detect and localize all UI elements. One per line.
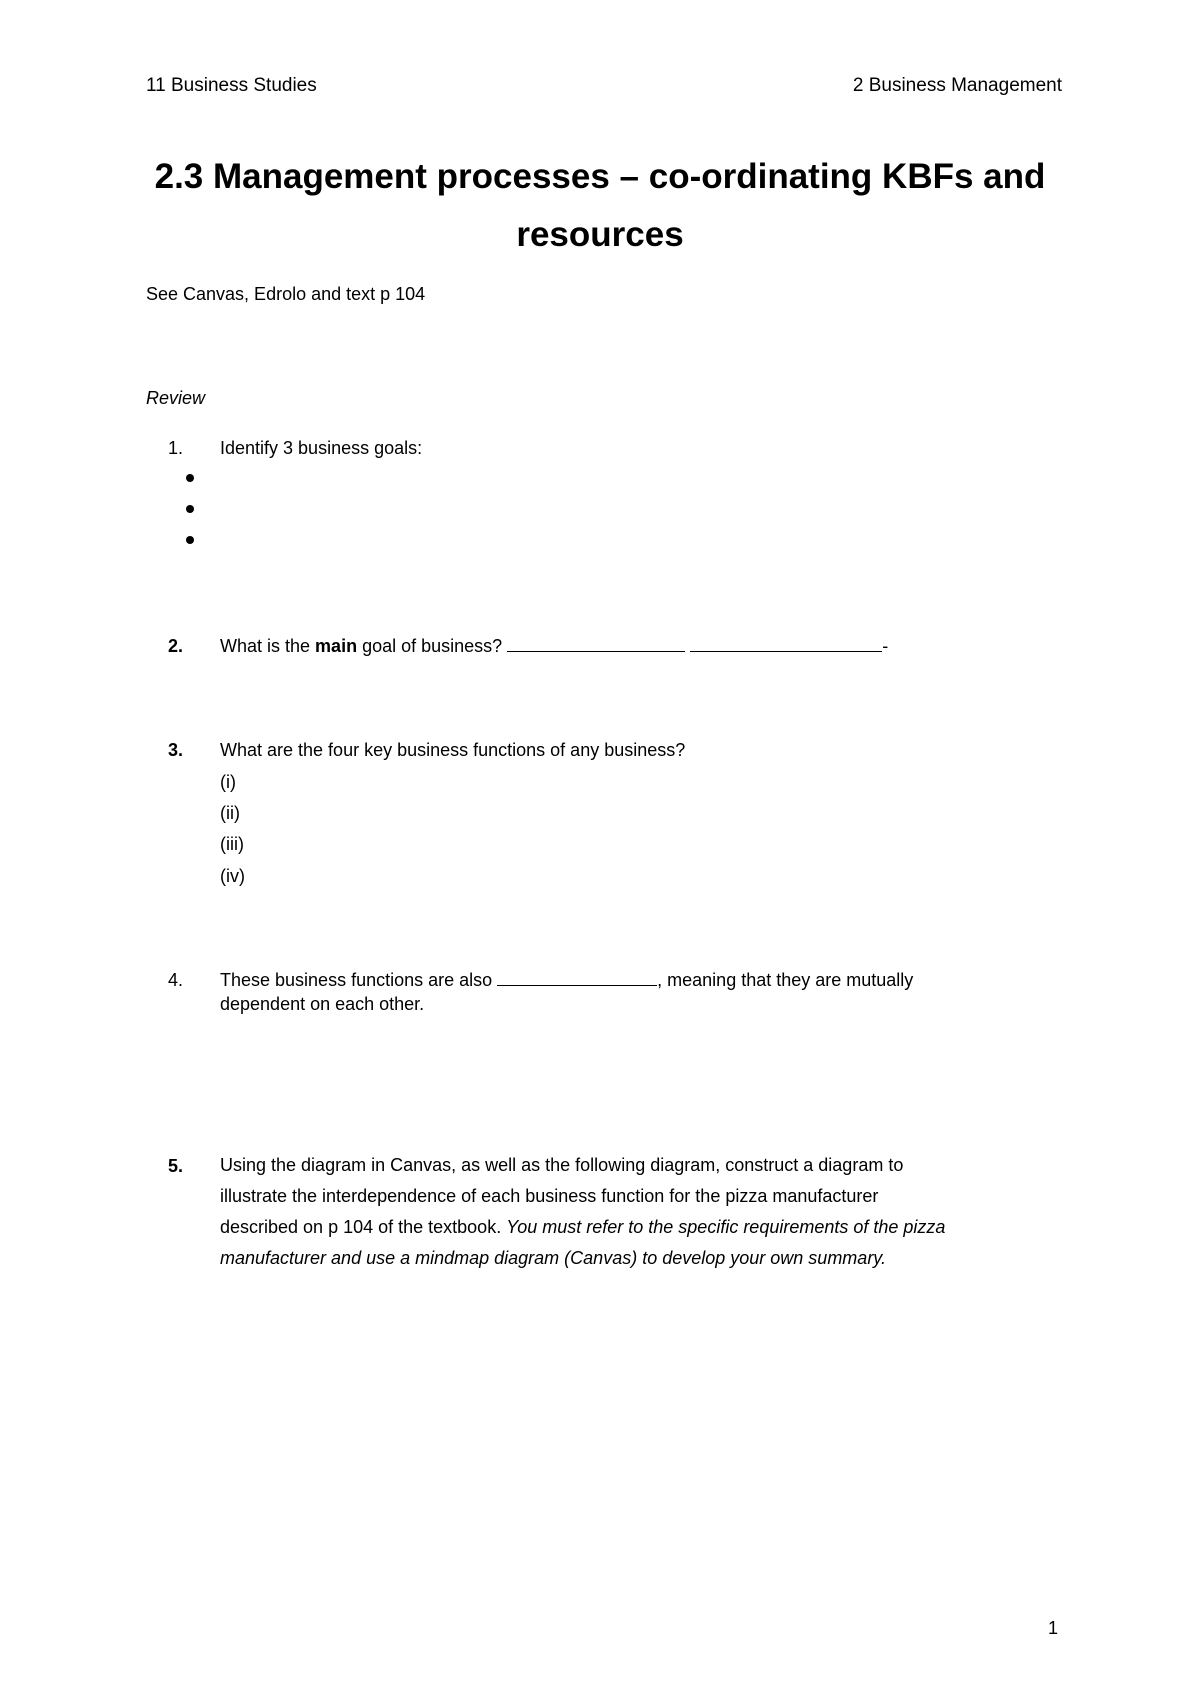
header-unit: 2 Business Management xyxy=(852,75,1062,96)
question-text-part: - xyxy=(882,636,889,656)
page-title-line2: resources xyxy=(516,215,684,254)
question-instruction-line: manufacturer and use a mindmap diagram (Canvas) to develop your own summary. xyxy=(220,1248,886,1268)
question-text xyxy=(220,968,1060,1016)
review-label: Review xyxy=(146,388,206,408)
question-number: 3. xyxy=(167,740,183,760)
question-text: Identify 3 business goals: xyxy=(220,438,423,458)
bullet-icon xyxy=(186,474,194,482)
question-number: 2. xyxy=(167,636,183,656)
question-text-part: described on p 104 of the textbook. xyxy=(220,1217,507,1237)
question-text-part: dependent on each other. xyxy=(220,994,425,1014)
question-text-part: These business functions are also xyxy=(220,970,498,990)
question-number: 1. xyxy=(167,438,183,458)
function-item-i: (i) xyxy=(220,772,236,792)
answer-blank[interactable] xyxy=(507,634,685,652)
question-text-line xyxy=(220,1212,1060,1243)
question-instruction: You must refer to the specific requirements of the pizza xyxy=(506,1217,946,1237)
question-text-line: Using the diagram in Canvas, as well as the following diagram, construct a diagram to xyxy=(220,1155,904,1175)
bullet-icon xyxy=(186,536,194,544)
question-text: What are the four key business functions of any business? xyxy=(220,740,686,760)
page-title xyxy=(140,148,1060,264)
bullet-icon xyxy=(186,505,194,513)
page-title-line1: 2.3 Management processes – co-ordinating KBFs and xyxy=(154,157,1046,196)
header-course: 11 Business Studies xyxy=(146,75,317,96)
question-text-part: goal of business? xyxy=(357,636,508,656)
question-text-part: What is the xyxy=(220,636,316,656)
function-item-iv: (iv) xyxy=(220,866,245,886)
page-number: 1 xyxy=(1047,1618,1058,1638)
question-text-line: illustrate the interdependence of each business function for the pizza manufacturer xyxy=(220,1186,879,1206)
question-number: 5. xyxy=(167,1156,183,1176)
question-emphasis: main xyxy=(315,636,358,656)
answer-blank[interactable] xyxy=(690,634,882,652)
answer-blank[interactable] xyxy=(497,968,657,986)
function-item-iii: (iii) xyxy=(220,834,244,854)
question-text xyxy=(220,1150,1060,1274)
question-number: 4. xyxy=(167,970,183,990)
question-text xyxy=(220,634,1060,658)
question-text-part: , meaning that they are mutually xyxy=(657,970,914,990)
function-item-ii: (ii) xyxy=(220,803,240,823)
intro-text: See Canvas, Edrolo and text p 104 xyxy=(146,284,426,304)
